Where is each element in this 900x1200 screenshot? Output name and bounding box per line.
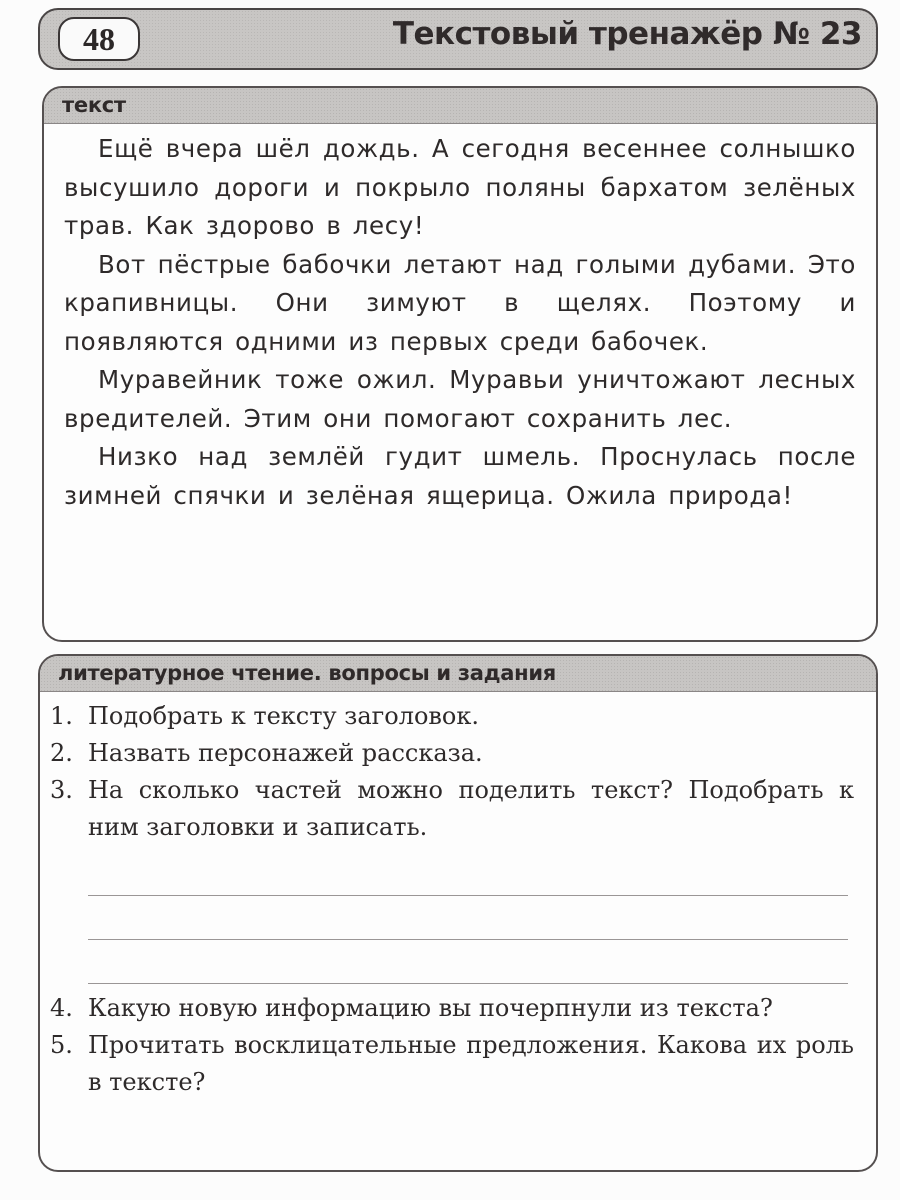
task-text: На сколько частей можно поделить текст? Подобрать к ним заголовки и записать. <box>88 776 854 841</box>
story-paragraph: Низко над землёй гудит шмель. Проснулась после зимней спячки и зелёная ящерица. Ожила природа! <box>64 442 856 510</box>
task-number: 4. <box>50 994 73 1022</box>
task-list <box>40 692 876 1101</box>
page-title: Текстовый тренажёр № 23 <box>392 16 862 52</box>
text-panel <box>42 86 878 642</box>
answer-line[interactable] <box>88 852 848 896</box>
task-item <box>50 735 854 772</box>
page-number: 48 <box>58 17 140 61</box>
task-item <box>50 990 854 1027</box>
page-header <box>38 8 878 70</box>
story-text <box>44 124 876 515</box>
answer-line[interactable] <box>88 896 848 940</box>
tasks-panel-heading: литературное чтение. вопросы и задания <box>40 656 876 692</box>
story-paragraph: Муравейник тоже ожил. Муравьи уничтожают лесных вредителей. Этим они помогают сохранить лес. <box>64 365 856 433</box>
task-text: Прочитать восклицательные предложения. Какова их роль в тексте? <box>88 1031 854 1096</box>
task-item <box>50 1027 854 1101</box>
task-text: Какую новую информацию вы почерпнули из текста? <box>88 994 773 1022</box>
task-text: Подобрать к тексту заголовок. <box>88 702 479 730</box>
story-paragraph: Ещё вчера шёл дождь. А сегодня весеннее солнышко высушило дороги и покрыло поляны бархатом зелёных трав. Как здорово в лесу! <box>64 134 856 240</box>
answer-lines <box>50 846 854 990</box>
answer-line[interactable] <box>88 940 848 984</box>
task-item <box>50 698 854 735</box>
text-panel-heading: текст <box>44 88 876 124</box>
story-paragraph: Вот пёстрые бабочки летают над голыми дубами. Это крапивницы. Они зимуют в щелях. Поэтому и появляются одними из первых среди бабочек. <box>64 249 856 356</box>
task-number: 2. <box>50 739 73 767</box>
task-text: Назвать персонажей рассказа. <box>88 739 483 767</box>
tasks-panel <box>38 654 878 1172</box>
task-item <box>50 772 854 846</box>
task-number: 3. <box>50 776 73 804</box>
task-number: 5. <box>50 1031 73 1059</box>
task-number: 1. <box>50 702 73 730</box>
